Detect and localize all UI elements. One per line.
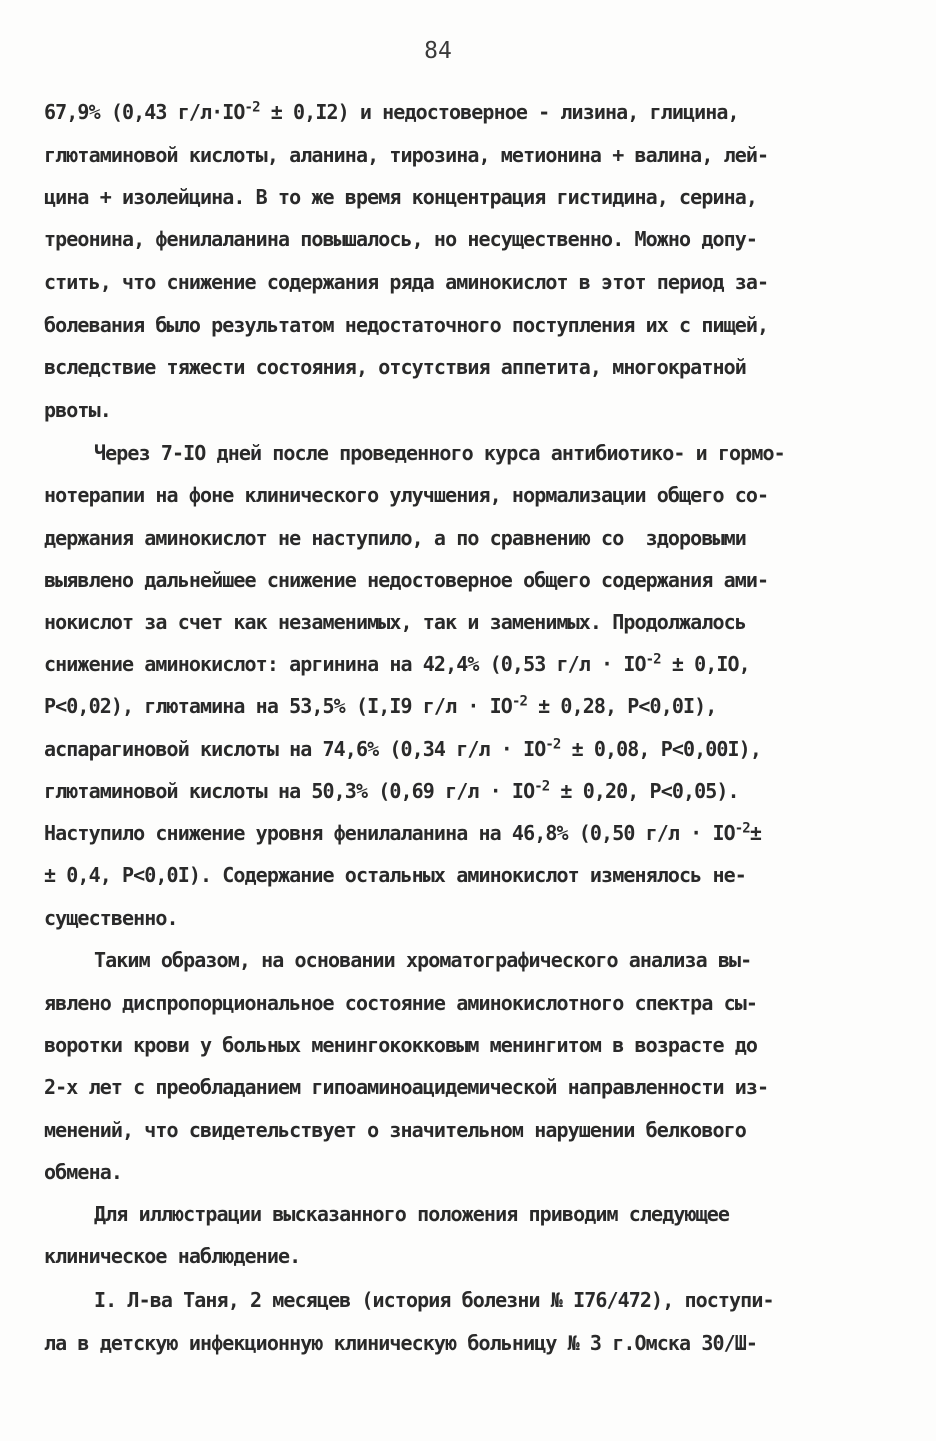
text-line-18-start: Наступило снижение уровня фенилаланина на 46,8% (0,50 г/л · IO (44, 821, 735, 845)
exponent-5: -2 (534, 778, 550, 795)
text-line-30: ла в детскую инфекционную клиническую больницу № 3 г.Омска 30/Ш- (44, 1331, 758, 1355)
text-line-15-start: P<0,02), глютамина на 53,5% (I,I9 г/л · IO (44, 694, 512, 718)
text-line-11: держания аминокислот не наступило, а по сравнению со здоровыми (44, 526, 746, 550)
text-line-1 (44, 98, 739, 126)
exponent-2: -2 (645, 651, 661, 668)
text-line-10: нотерапии на фоне клинического улучшения, нормализации общего со- (44, 483, 769, 507)
text-line-2: глютаминовой кислоты, аланина, тирозина, метионина + валина, лей- (44, 143, 769, 167)
text-line-15 (44, 692, 716, 720)
exponent-6: -2 (734, 820, 750, 837)
text-line-26: обмена. (44, 1160, 122, 1184)
text-line-1-start: 67,9% (0,43 г/л·IO (44, 100, 245, 124)
text-line-22: явлено диспропорциональное состояние аминокислотного спектра сы- (44, 991, 758, 1015)
exponent-3: -2 (511, 693, 527, 710)
text-line-6: болевания было результатом недостаточного поступления их с пищей, (44, 313, 769, 337)
text-line-15-end: ± 0,28, P<0,0I), (527, 694, 717, 718)
text-line-7: вследствие тяжести состояния, отсутствия аппетита, многократной (44, 355, 746, 379)
text-line-19: ± 0,4, P<0,0I). Содержание остальных аминокислот изменялось не- (44, 863, 746, 887)
text-line-1-end: ± 0,I2) и недостоверное - лизина, глицина, (259, 100, 739, 124)
text-line-17-end: ± 0,20, P<0,05). (549, 779, 739, 803)
text-line-20: существенно. (44, 906, 178, 930)
text-line-13: нокислот за счет как незаменимых, так и заменимых. Продолжалось (44, 610, 746, 634)
text-line-14-start: снижение аминокислот: аргинина на 42,4% (0,53 г/л · IO (44, 652, 646, 676)
text-line-12: выявлено дальнейшее снижение недостоверное общего содержания ами- (44, 568, 769, 592)
text-line-18-end: ± (749, 821, 761, 845)
text-line-28: клиническое наблюдение. (44, 1244, 301, 1268)
text-line-25: менений, что свидетельствует о значительном нарушении белкового (44, 1118, 746, 1142)
exponent-4: -2 (545, 736, 561, 753)
text-line-29: I. Л-ва Таня, 2 месяцев (история болезни № I76/472), поступи- (94, 1288, 774, 1312)
text-line-23: воротки крови у больных менингококковым менингитом в возрасте до (44, 1033, 758, 1057)
text-line-18 (44, 819, 761, 847)
text-line-17 (44, 777, 739, 805)
text-line-21: Таким образом, на основании хроматографического анализа вы- (94, 948, 752, 972)
text-line-17-start: глютаминовой кислоты на 50,3% (0,69 г/л · IO (44, 779, 535, 803)
text-line-4: треонина, фенилаланина повышалось, но несущественно. Можно допу- (44, 227, 758, 251)
exponent-1: -2 (244, 99, 260, 116)
text-line-8: рвоты. (44, 398, 111, 422)
text-line-27: Для иллюстрации высказанного положения приводим следующее (94, 1202, 730, 1226)
text-line-14-end: ± 0,IO, (660, 652, 750, 676)
text-line-3: цина + изолейцина. В то же время концентрация гистидина, серина, (44, 185, 758, 209)
text-line-24: 2-х лет с преобладанием гипоаминоацидемической направленности из- (44, 1075, 769, 1099)
text-line-16-start: аспарагиновой кислоты на 74,6% (0,34 г/л · IO (44, 737, 546, 761)
page-number: 84 (424, 38, 452, 64)
text-line-16 (44, 735, 761, 763)
text-line-5: стить, что снижение содержания ряда аминокислот в этот период за- (44, 270, 769, 294)
text-line-9: Через 7-IO дней после проведенного курса антибиотико- и гормо- (94, 441, 785, 465)
text-line-14 (44, 650, 750, 678)
text-line-16-end: ± 0,08, P<0,00I), (560, 737, 761, 761)
